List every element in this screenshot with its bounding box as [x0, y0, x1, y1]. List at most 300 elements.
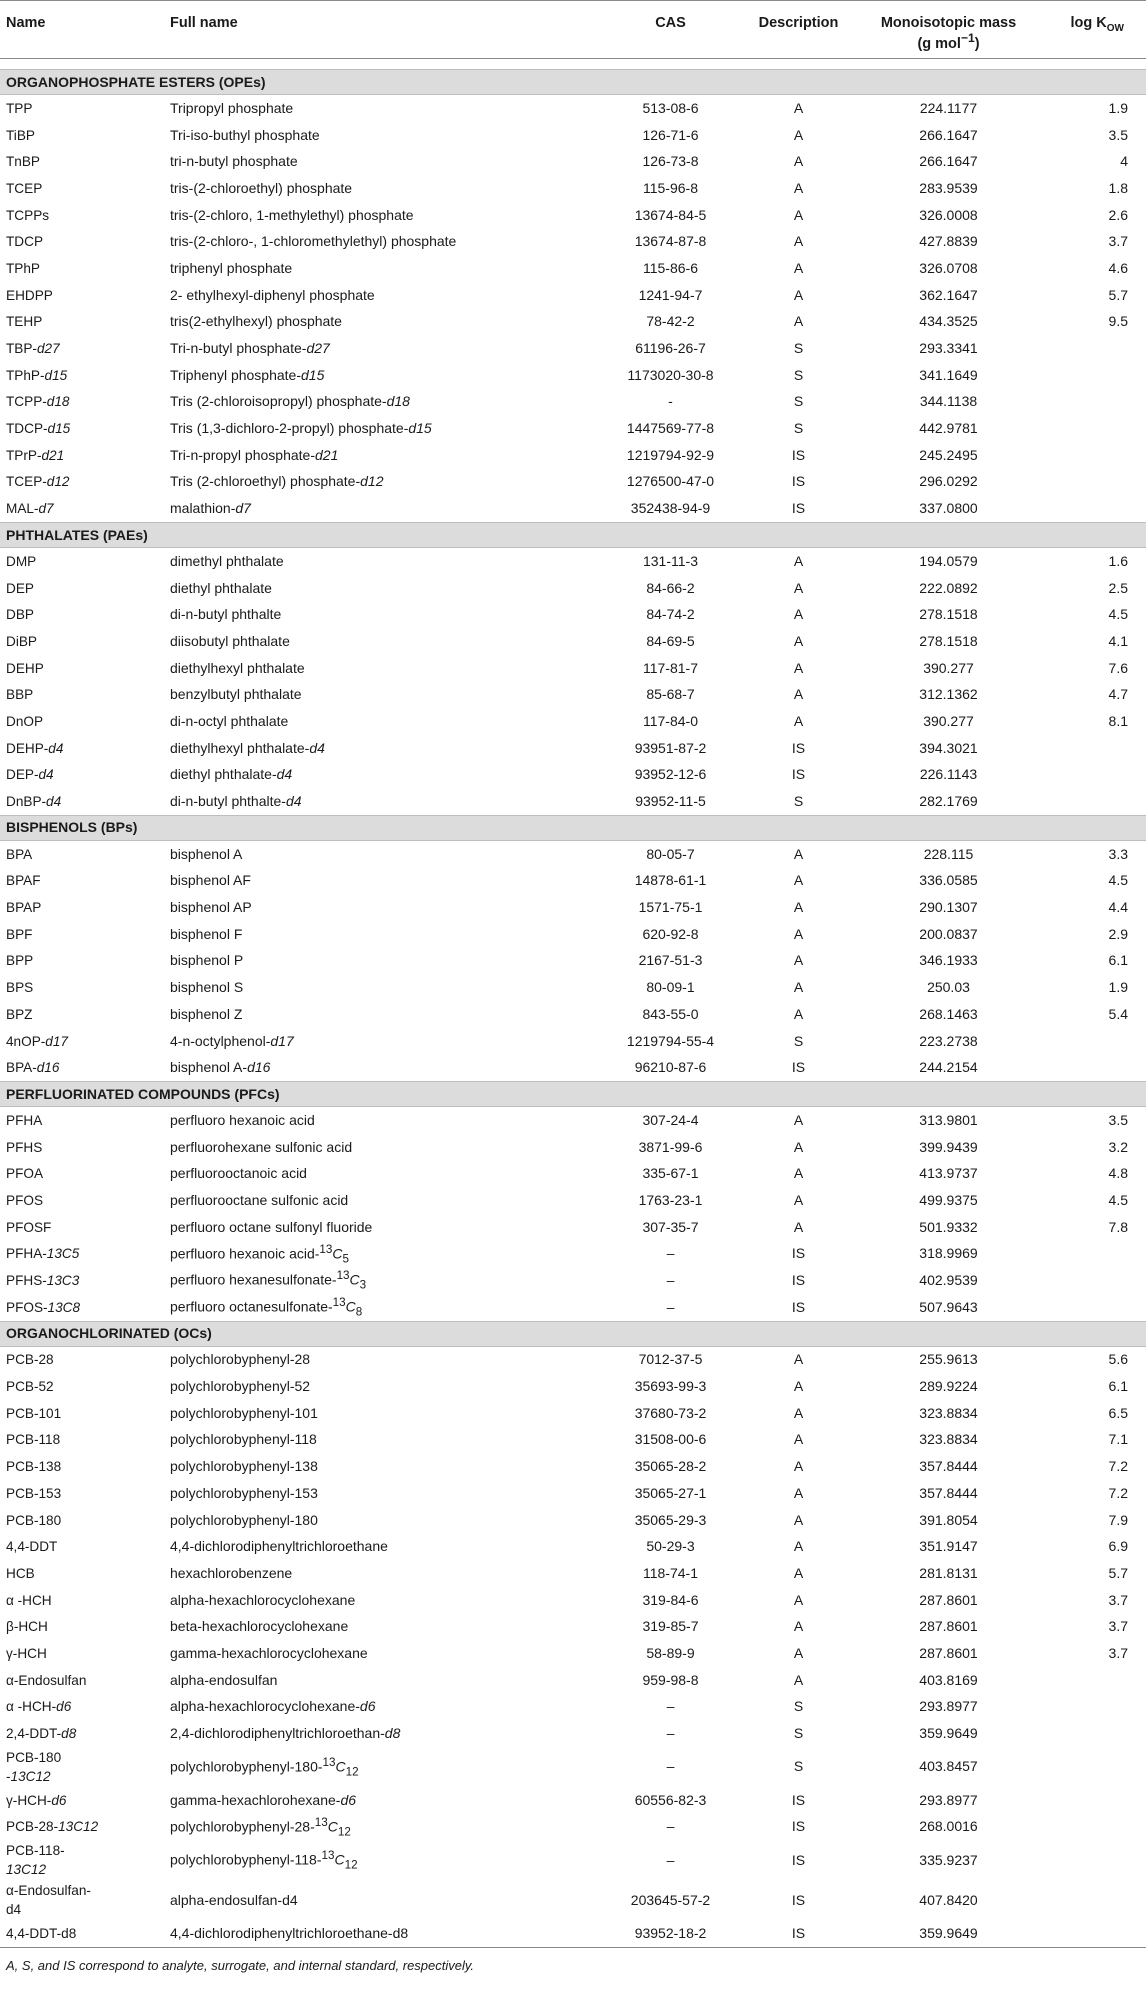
section-title: BISPHENOLS (BPs) [0, 815, 1146, 840]
header-mass-line1: Monoisotopic mass [880, 15, 1017, 31]
cell-mass: 289.9224 [919, 1378, 978, 1395]
cell-log-kow: 1.6 [1108, 552, 1128, 569]
cell-description: A [793, 179, 804, 196]
full-name-text: diisobutyl phthalate [170, 632, 290, 649]
header-kow-sub: OW [1106, 22, 1124, 34]
cell-mass: 268.1463 [919, 1005, 978, 1022]
section-title: PHTHALATES (PAEs) [0, 523, 1146, 548]
cell-log-kow [1043, 1787, 1146, 1814]
cell-cas: 1571-75-1 [638, 899, 703, 916]
full-name-text: tris(2-ethylhexyl) phosphate [170, 313, 342, 330]
cell-description: A [793, 872, 804, 889]
full-name-text: alpha-endosulfan [170, 1671, 278, 1688]
cell-mass: 323.8834 [919, 1404, 978, 1421]
cell-description: A [793, 1458, 804, 1475]
name-text: PCB-138 [6, 1459, 62, 1475]
name-text: DEP [6, 580, 34, 596]
cell-description: A [793, 1671, 804, 1688]
full-name-text: dimethyl phthalate [170, 552, 284, 569]
full-name-italic: C [349, 1271, 360, 1288]
cell-log-kow: 5.6 [1108, 1351, 1128, 1368]
table-row [0, 415, 1146, 442]
table-row [0, 1667, 1146, 1694]
cell-description: A [793, 1138, 804, 1155]
cell-description: IS [791, 1245, 806, 1262]
cell-log-kow [1043, 1880, 1146, 1920]
name-label-italic: d6 [51, 1792, 67, 1808]
cell-full-name [164, 1400, 598, 1427]
full-name-text: polychlorobyphenyl-28 [170, 1351, 311, 1368]
header-name-text: Name [6, 15, 46, 31]
full-name-text: Tri-n-propyl phosphate- [170, 446, 315, 463]
name-text: BPF [6, 926, 33, 942]
cell-log-kow: 1.9 [1108, 979, 1128, 996]
full-name-italic: d6 [359, 1698, 376, 1715]
cell-description: A [793, 632, 804, 649]
cell-log-kow [1043, 1294, 1146, 1321]
cell-name [0, 1587, 164, 1614]
name-label-italic: d21 [41, 447, 65, 463]
cell-description: A [793, 979, 804, 996]
cell-name [0, 1267, 164, 1294]
cell-full-name [164, 1560, 598, 1587]
cell-log-kow [1043, 735, 1146, 762]
full-name-text: perfluorooctanoic acid [170, 1165, 307, 1182]
cell-name [0, 762, 164, 789]
cell-log-kow: 8.1 [1108, 712, 1128, 729]
section-title: ORGANOCHLORINATED (OCs) [0, 1321, 1146, 1346]
name-label-italic: d4 [38, 767, 54, 783]
cell-mass: 357.8444 [919, 1484, 978, 1501]
name-text: γ-HCH [6, 1645, 47, 1661]
full-name-text: polychlorobyphenyl-138 [170, 1458, 318, 1475]
cell-full-name [164, 362, 598, 389]
cell-description: A [793, 206, 804, 223]
table-row [0, 1214, 1146, 1241]
cell-name [0, 1001, 164, 1028]
name-text: PCB-180 [6, 1512, 62, 1528]
cell-cas: 60556-82-3 [634, 1791, 707, 1808]
full-name-text: Triphenyl phosphate- [170, 366, 302, 383]
full-name-sup: 13 [314, 1815, 328, 1829]
full-name-italic: d16 [247, 1059, 271, 1076]
cell-full-name [164, 1747, 598, 1787]
full-name-text: 2- ethylhexyl-diphenyl phosphate [170, 286, 375, 303]
cell-cas: 80-05-7 [646, 845, 695, 862]
cell-cas: – [666, 1272, 675, 1289]
table-row [0, 228, 1146, 255]
full-name-text: polychlorobyphenyl-180 [170, 1511, 318, 1528]
table-row [0, 1267, 1146, 1294]
cell-full-name [164, 282, 598, 309]
cell-full-name [164, 628, 598, 655]
cell-name [0, 389, 164, 416]
table-row [0, 175, 1146, 202]
cell-cas: 1276500-47-0 [626, 473, 715, 490]
cell-description: IS [791, 1818, 806, 1835]
cell-mass: 228.115 [923, 845, 974, 862]
name-label-italic: d8 [61, 1726, 77, 1742]
full-name-text: 2,4-dichlorodiphenyltrichloroethan- [170, 1725, 385, 1742]
cell-name [0, 840, 164, 867]
name-text: 2,4-DDT- [6, 1726, 62, 1742]
name-text: PFHA- [6, 1246, 47, 1262]
cell-full-name [164, 1267, 598, 1294]
cell-mass: 359.9649 [854, 1920, 1043, 1947]
cell-mass: 336.0585 [919, 872, 978, 889]
cell-mass: 245.2495 [919, 446, 978, 463]
cell-name [0, 601, 164, 628]
cell-name [0, 335, 164, 362]
cell-cas: 843-55-0 [642, 1005, 699, 1022]
header-description [743, 1, 854, 59]
cell-full-name [164, 762, 598, 789]
cell-log-kow [1043, 335, 1146, 362]
cell-name [0, 309, 164, 336]
full-name-text: bisphenol F [170, 925, 243, 942]
name-text: DEHP- [6, 740, 49, 756]
cell-log-kow: 3.7 [1108, 233, 1128, 250]
cell-description: A [793, 1005, 804, 1022]
cell-mass: 359.9649 [919, 1725, 978, 1742]
cell-cas: 80-09-1 [646, 979, 695, 996]
cell-full-name [164, 469, 598, 496]
name-text: BPAF [6, 873, 41, 889]
cell-mass: 390.277 [923, 659, 974, 676]
cell-full-name [164, 1720, 598, 1747]
cell-cas: 1447569-77-8 [626, 420, 715, 437]
cell-name [0, 1694, 164, 1721]
cell-mass: 499.9375 [919, 1191, 978, 1208]
cell-full-name [164, 1054, 598, 1081]
full-name-italic: d4 [309, 739, 325, 756]
table-row [0, 1507, 1146, 1534]
cell-mass: 244.2154 [919, 1059, 978, 1076]
table-row [0, 362, 1146, 389]
cell-mass: 226.1143 [919, 766, 978, 783]
cell-description: IS [791, 1298, 806, 1315]
full-name-text: di-n-butyl phthalte [170, 606, 282, 623]
name-text: BPS [6, 980, 34, 996]
cell-log-kow: 4.6 [1108, 259, 1128, 276]
cell-cas: 2167-51-3 [638, 952, 703, 969]
name-text: TCEP- [6, 474, 47, 490]
cell-mass: 323.8834 [919, 1431, 978, 1448]
cell-name [0, 1613, 164, 1640]
cell-description: A [793, 899, 804, 916]
table-body [0, 70, 1146, 1948]
cell-log-kow: 4.1 [1108, 632, 1128, 649]
cell-description: A [793, 712, 804, 729]
name-text: PFOA [6, 1166, 44, 1182]
full-name-text: polychlorobyphenyl-118 [170, 1431, 317, 1448]
header-mass-unit-sup: −1 [960, 31, 975, 45]
name-text: PCB-101 [6, 1405, 62, 1421]
cell-description: A [793, 1218, 804, 1235]
table-row [0, 148, 1146, 175]
name-label-italic: d6 [56, 1699, 72, 1715]
cell-mass: 223.2738 [919, 1032, 978, 1049]
cell-log-kow: 3.5 [1108, 126, 1128, 143]
cell-name [0, 1054, 164, 1081]
name-text: DMP [6, 553, 37, 569]
name-label-italic: d7 [38, 501, 54, 517]
cell-cas: 84-66-2 [646, 579, 695, 596]
cell-description: A [793, 286, 804, 303]
cell-cas: - [668, 393, 673, 410]
cell-cas: 131-11-3 [642, 552, 698, 569]
cell-log-kow: 3.3 [1108, 845, 1128, 862]
table-row [0, 1480, 1146, 1507]
cell-name [0, 1920, 164, 1947]
name-text: DnOP [6, 713, 44, 729]
cell-cas: 1241-94-7 [638, 286, 703, 303]
table-row [0, 1694, 1146, 1721]
cell-name [0, 282, 164, 309]
table-row [0, 1560, 1146, 1587]
full-name-text: perfluorooctane sulfonic acid [170, 1191, 349, 1208]
cell-cas: 13674-87-8 [634, 233, 707, 250]
cell-mass: 344.1138 [919, 393, 978, 410]
cell-name [0, 495, 164, 522]
cell-name [0, 1480, 164, 1507]
name-text: 4nOP- [6, 1033, 46, 1049]
cell-name [0, 175, 164, 202]
cell-name [0, 681, 164, 708]
name-label-line2-italic: 13C12 [10, 1768, 51, 1784]
cell-mass: 296.0292 [919, 473, 978, 490]
full-name-text: di-n-butyl phthalte- [170, 793, 286, 810]
cell-cas: 31508-00-6 [634, 1431, 707, 1448]
cell-mass: 413.9737 [919, 1165, 978, 1182]
cell-full-name [164, 974, 598, 1001]
cell-description: A [793, 126, 804, 143]
table-row [0, 1054, 1146, 1081]
cell-mass: 390.277 [923, 712, 974, 729]
full-name-italic: C [345, 1298, 356, 1315]
cell-name [0, 1560, 164, 1587]
name-text: BPA- [6, 1060, 37, 1076]
cell-name [0, 255, 164, 282]
cell-description: A [793, 259, 804, 276]
table-row [0, 1187, 1146, 1214]
cell-cas: 307-24-4 [642, 1111, 699, 1128]
cell-cas: 203645-57-2 [630, 1891, 711, 1908]
full-name-sub: 8 [355, 1305, 363, 1319]
cell-full-name [164, 1880, 598, 1920]
cell-full-name [164, 228, 598, 255]
section-header-row [0, 70, 1146, 95]
cell-mass: 362.1647 [919, 286, 978, 303]
cell-name [0, 95, 164, 122]
cell-name [0, 415, 164, 442]
cell-full-name [164, 548, 598, 575]
full-name-text: bisphenol S [170, 979, 244, 996]
header-mass-unit: (g mol [917, 35, 961, 52]
name-text: α -HCH [6, 1592, 52, 1608]
cell-name [0, 1028, 164, 1055]
cell-full-name [164, 1920, 598, 1947]
cell-cas: 35693-99-3 [634, 1378, 707, 1395]
name-text: PCB-118- [6, 1843, 65, 1859]
name-label-line2-italic: 13C12 [6, 1862, 47, 1878]
full-name-text: tri-n-butyl phosphate [170, 153, 298, 170]
cell-mass: 287.8601 [919, 1618, 978, 1635]
cell-description: A [793, 1111, 804, 1128]
full-name-text: bisphenol AP [170, 899, 252, 916]
cell-mass: 507.9643 [919, 1298, 978, 1315]
cell-name [0, 948, 164, 975]
cell-cas: 7012-37-5 [638, 1351, 703, 1368]
name-text: PFHS [6, 1139, 43, 1155]
full-name-text: polychlorobyphenyl-180- [170, 1758, 323, 1775]
table-row [0, 335, 1146, 362]
cell-name [0, 362, 164, 389]
table-row [0, 442, 1146, 469]
cell-description: A [793, 1484, 804, 1501]
cell-description: IS [791, 1891, 806, 1908]
cell-cas: 35065-27-1 [634, 1484, 707, 1501]
cell-full-name [164, 415, 598, 442]
cell-mass: 200.0837 [919, 925, 978, 942]
name-text: PFHS- [6, 1273, 47, 1289]
table-row [0, 1001, 1146, 1028]
full-name-italic: d6 [340, 1791, 357, 1808]
cell-log-kow [1043, 442, 1146, 469]
name-text: PFHA [6, 1112, 43, 1128]
name-label-italic: d16 [36, 1060, 60, 1076]
full-name-text: tris-(2-chloro, 1-methylethyl) phosphate [170, 206, 414, 223]
cell-description: IS [743, 1920, 854, 1947]
full-name-italic: d15 [408, 420, 432, 437]
name-text: DEP- [6, 767, 39, 783]
cell-description: A [793, 313, 804, 330]
header-kow-text: log K [1070, 15, 1107, 31]
table-row [0, 735, 1146, 762]
cell-mass: 442.9781 [919, 420, 978, 437]
full-name-italic: d27 [306, 340, 330, 357]
table-row [0, 1400, 1146, 1427]
cell-full-name [164, 1107, 598, 1134]
full-name-text: polychlorobyphenyl-118- [170, 1851, 322, 1868]
table-row [0, 255, 1146, 282]
cell-description: IS [791, 739, 806, 756]
cell-full-name [164, 95, 598, 122]
cell-description: A [793, 952, 804, 969]
full-name-italic: d4 [285, 793, 302, 810]
cell-full-name [164, 735, 598, 762]
cell-cas: 620-92-8 [642, 925, 699, 942]
cell-description: A [793, 659, 804, 676]
name-label-italic: 13C12 [58, 1819, 99, 1835]
cell-mass: 402.9539 [919, 1272, 978, 1289]
full-name-text: diethylhexyl phthalate [170, 659, 305, 676]
cell-full-name [164, 1480, 598, 1507]
full-name-text: polychlorobyphenyl-52 [170, 1378, 311, 1395]
cell-full-name [164, 202, 598, 229]
table-row [0, 1427, 1146, 1454]
cell-mass: 312.1362 [919, 686, 978, 703]
cell-cas: – [666, 1818, 675, 1835]
cell-full-name [164, 1507, 598, 1534]
cell-full-name [164, 1294, 598, 1321]
table-row [0, 1787, 1146, 1814]
full-name-text: alpha-endosulfan-d4 [170, 1891, 298, 1908]
cell-log-kow: 2.5 [1108, 579, 1128, 596]
cell-description: A [793, 1618, 804, 1635]
table-row [0, 495, 1146, 522]
cell-log-kow: 7.9 [1108, 1511, 1128, 1528]
name-text: PCB-180 [6, 1749, 62, 1765]
cell-full-name [164, 1241, 598, 1268]
table-row [0, 389, 1146, 416]
cell-description: IS [791, 1059, 806, 1076]
full-name-text: beta-hexachlorocyclohexane [170, 1618, 349, 1635]
cell-mass: 427.8839 [919, 233, 978, 250]
cell-description: IS [791, 1791, 806, 1808]
full-name-text: Tris (2-chloroisopropyl) phosphate- [170, 393, 387, 410]
name-text: PCB-28 [6, 1352, 54, 1368]
name-text: BBP [6, 687, 34, 703]
cell-mass: 391.8054 [919, 1511, 978, 1528]
cell-name [0, 1667, 164, 1694]
name-text: BPZ [6, 1006, 33, 1022]
spacer-cell [0, 59, 1146, 70]
cell-cas: 78-42-2 [646, 313, 695, 330]
cell-log-kow: 7.6 [1108, 659, 1128, 676]
cell-name [0, 1241, 164, 1268]
cell-full-name [164, 1160, 598, 1187]
full-name-sup: 13 [319, 1242, 333, 1256]
table-row [0, 628, 1146, 655]
cell-name [0, 1160, 164, 1187]
cell-name [0, 469, 164, 496]
full-name-sub: 5 [342, 1252, 349, 1266]
cell-name [0, 788, 164, 815]
cell-mass: 224.1177 [919, 99, 978, 116]
cell-name [0, 1427, 164, 1454]
full-name-text: hexachlorobenzene [170, 1564, 293, 1581]
cell-cas: 1219794-92-9 [626, 446, 715, 463]
cell-log-kow: 6.9 [1108, 1538, 1128, 1555]
table-row [0, 840, 1146, 867]
table-row [0, 708, 1146, 735]
cell-full-name [164, 1640, 598, 1667]
full-name-text: diethyl phthalate- [170, 766, 277, 783]
name-text: TPhP- [6, 367, 45, 383]
cell-full-name [164, 175, 598, 202]
cell-cas: – [666, 1298, 675, 1315]
table-row [0, 575, 1146, 602]
cell-name [0, 202, 164, 229]
cell-full-name [164, 788, 598, 815]
cell-full-name [164, 495, 598, 522]
cell-full-name [164, 681, 598, 708]
cell-mass: 326.0008 [919, 206, 978, 223]
full-name-text: perfluoro octane sulfonyl fluoride [170, 1218, 373, 1235]
cell-cas: 959-98-8 [642, 1671, 699, 1688]
cell-full-name [164, 1214, 598, 1241]
table-row [0, 1107, 1146, 1134]
cell-description: A [793, 1591, 804, 1608]
cell-cas: – [666, 1698, 675, 1715]
cell-cas: 84-69-5 [646, 632, 695, 649]
cell-log-kow: 3.7 [1108, 1618, 1128, 1635]
cell-mass: 394.3021 [919, 739, 978, 756]
full-name-italic: C [332, 1245, 343, 1262]
cell-description: IS [791, 500, 806, 517]
cell-cas: – [666, 1245, 675, 1262]
